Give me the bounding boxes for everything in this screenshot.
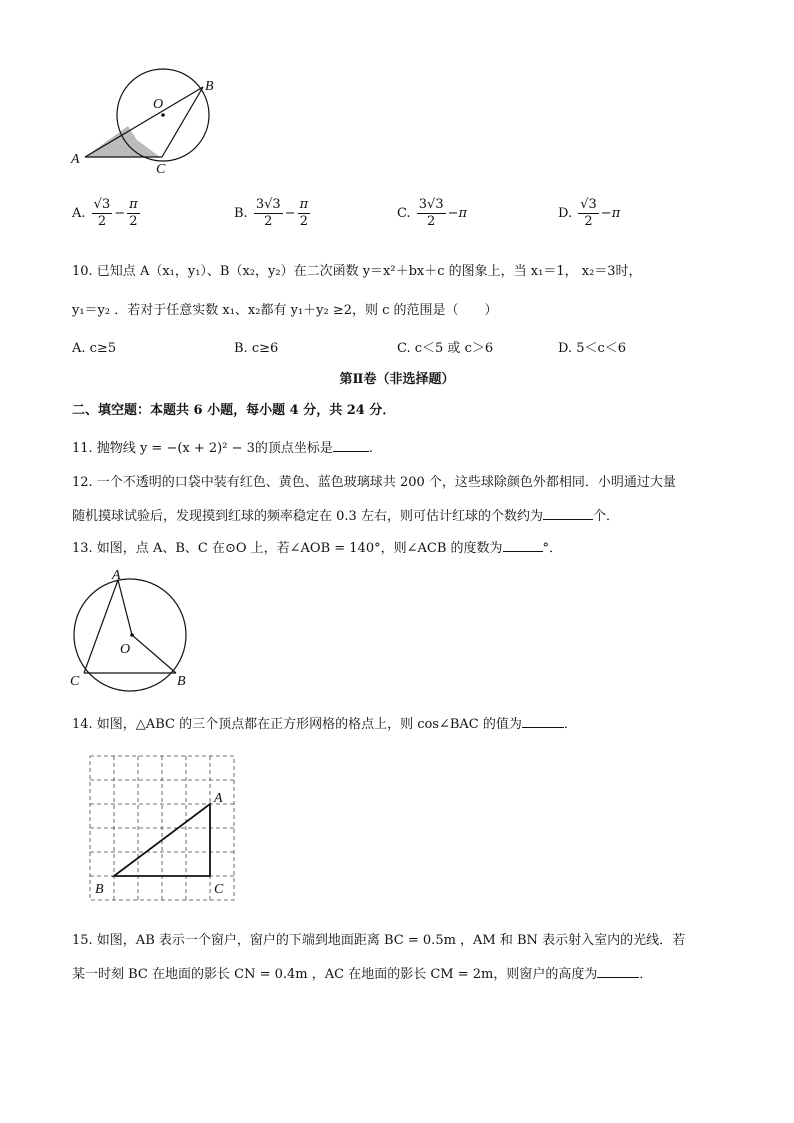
q12-line1: 12. 一个不透明的口袋中装有红色、黄色、蓝色玻璃球共 200 个，这些球除颜色外都相同．小明通过大量 bbox=[72, 475, 676, 490]
label-o: O bbox=[120, 642, 131, 657]
grid-lines bbox=[90, 756, 234, 900]
q14-end: ． bbox=[563, 717, 577, 732]
numerator: √3 bbox=[93, 197, 111, 212]
q12-line2 bbox=[72, 505, 619, 526]
option-letter: B. bbox=[234, 206, 248, 221]
shaded-region bbox=[85, 126, 160, 157]
numerator: π bbox=[129, 197, 138, 212]
q12-text: 随机摸球试验后，发现摸到红球的频率稳定在 0.3 左右，则可估计红球的个数约为 bbox=[72, 509, 543, 524]
q14-grid-figure bbox=[80, 750, 250, 910]
q9-option-b bbox=[234, 197, 312, 230]
numerator: √3 bbox=[580, 197, 597, 212]
q9-option-c bbox=[397, 197, 467, 230]
q15-text: 某一时刻 BC 在地面的影长 CN = 0.4m ，AC 在地面的影长 CM = 2m，则窗户的高度为 bbox=[72, 967, 598, 982]
denominator: 2 bbox=[97, 214, 107, 229]
segment-ac bbox=[84, 580, 118, 673]
q10-option-c: C. c＜5 或 c＞6 bbox=[397, 341, 494, 356]
fraction bbox=[92, 197, 113, 230]
label-c: C bbox=[156, 162, 166, 177]
center-dot bbox=[130, 633, 134, 637]
operator: − bbox=[447, 206, 459, 221]
q15-answer-blank[interactable] bbox=[597, 963, 639, 978]
label-b: B bbox=[177, 674, 186, 689]
q14-text: 14. 如图，△ABC 的三个顶点都在正方形网格的格点上，则 cos∠BAC 的值为 bbox=[72, 717, 522, 732]
q9-figure bbox=[60, 60, 240, 185]
numerator: π bbox=[299, 197, 309, 212]
circle-o bbox=[74, 579, 186, 691]
label-b: B bbox=[95, 882, 104, 897]
label-a: A bbox=[214, 791, 223, 806]
operator: − bbox=[600, 206, 612, 221]
label-a: A bbox=[71, 152, 80, 167]
section-title: 第Ⅱ卷（非选择题） bbox=[339, 372, 455, 387]
operator: − bbox=[284, 206, 296, 221]
label-c: C bbox=[214, 882, 224, 897]
q13-text: 13. 如图，点 A、B、C 在⊙O 上，若∠AOB = 140°，则∠ACB 的度数为 bbox=[72, 541, 503, 556]
q14 bbox=[72, 713, 577, 734]
q12-answer-blank[interactable] bbox=[543, 505, 593, 520]
denominator: 2 bbox=[299, 214, 308, 229]
denominator: 2 bbox=[427, 214, 436, 229]
section-heading: 二、填空题：本题共 6 小题，每小题 4 分，共 24 分． bbox=[72, 403, 396, 418]
denominator: 2 bbox=[584, 214, 593, 229]
segment-ao bbox=[118, 580, 132, 635]
fraction bbox=[578, 197, 599, 230]
q13-end: °． bbox=[542, 541, 563, 556]
segment-ob bbox=[132, 635, 176, 673]
q14-answer-blank[interactable] bbox=[522, 713, 564, 728]
q10-option-b: B. c≥6 bbox=[234, 341, 279, 356]
q11-end: . bbox=[368, 441, 374, 456]
operator: − bbox=[114, 206, 126, 221]
q10-option-a: A. c≥5 bbox=[72, 341, 117, 356]
option-letter: A. bbox=[72, 206, 86, 221]
numerator: 3√3 bbox=[418, 197, 444, 212]
q11-answer-blank[interactable] bbox=[333, 437, 369, 452]
q9-option-d bbox=[558, 197, 620, 230]
pi: π bbox=[611, 206, 621, 221]
label-o: O bbox=[153, 97, 164, 112]
label-b: B bbox=[205, 79, 214, 94]
q10-line2: y₁＝y₂ ．若对于任意实数 x₁、x₂都有 y₁＋y₂ ≥2，则 c 的范围是（ ） bbox=[72, 303, 498, 318]
q13 bbox=[72, 537, 562, 558]
q12-end: 个． bbox=[592, 509, 619, 524]
q15-line2 bbox=[72, 963, 652, 984]
q13-answer-blank[interactable] bbox=[503, 537, 543, 552]
center-dot bbox=[161, 113, 165, 117]
q10-option-d: D. 5＜c＜6 bbox=[558, 341, 627, 356]
label-c: C bbox=[70, 674, 80, 689]
q11-text: 11. 抛物线 y = −(x + 2)² − 3的顶点坐标是 bbox=[72, 441, 333, 456]
denominator: 2 bbox=[129, 214, 138, 229]
fraction bbox=[417, 197, 446, 230]
fraction bbox=[254, 197, 283, 230]
option-letter: C. bbox=[397, 206, 411, 221]
q13-figure bbox=[60, 565, 200, 695]
numerator: 3√3 bbox=[255, 197, 281, 212]
label-a: A bbox=[112, 568, 121, 583]
option-letter: D. bbox=[558, 206, 573, 221]
q15-line1: 15. 如图，AB 表示一个窗户，窗户的下端到地面距离 BC = 0.5m ，AM 和 BN 表示射入室内的光线．若 bbox=[72, 933, 686, 948]
q11 bbox=[72, 437, 373, 458]
fraction bbox=[127, 197, 140, 230]
fraction bbox=[298, 197, 311, 230]
q15-end: ． bbox=[639, 967, 653, 982]
pi: π bbox=[458, 206, 468, 221]
q10-line1: 10. 已知点 A（x₁，y₁）、B（x₂，y₂）在二次函数 y＝x²＋bx＋c 的图象上，当 x₁＝1， x₂＝3时， bbox=[72, 264, 642, 279]
q9-option-a bbox=[72, 197, 142, 230]
denominator: 2 bbox=[264, 214, 273, 229]
